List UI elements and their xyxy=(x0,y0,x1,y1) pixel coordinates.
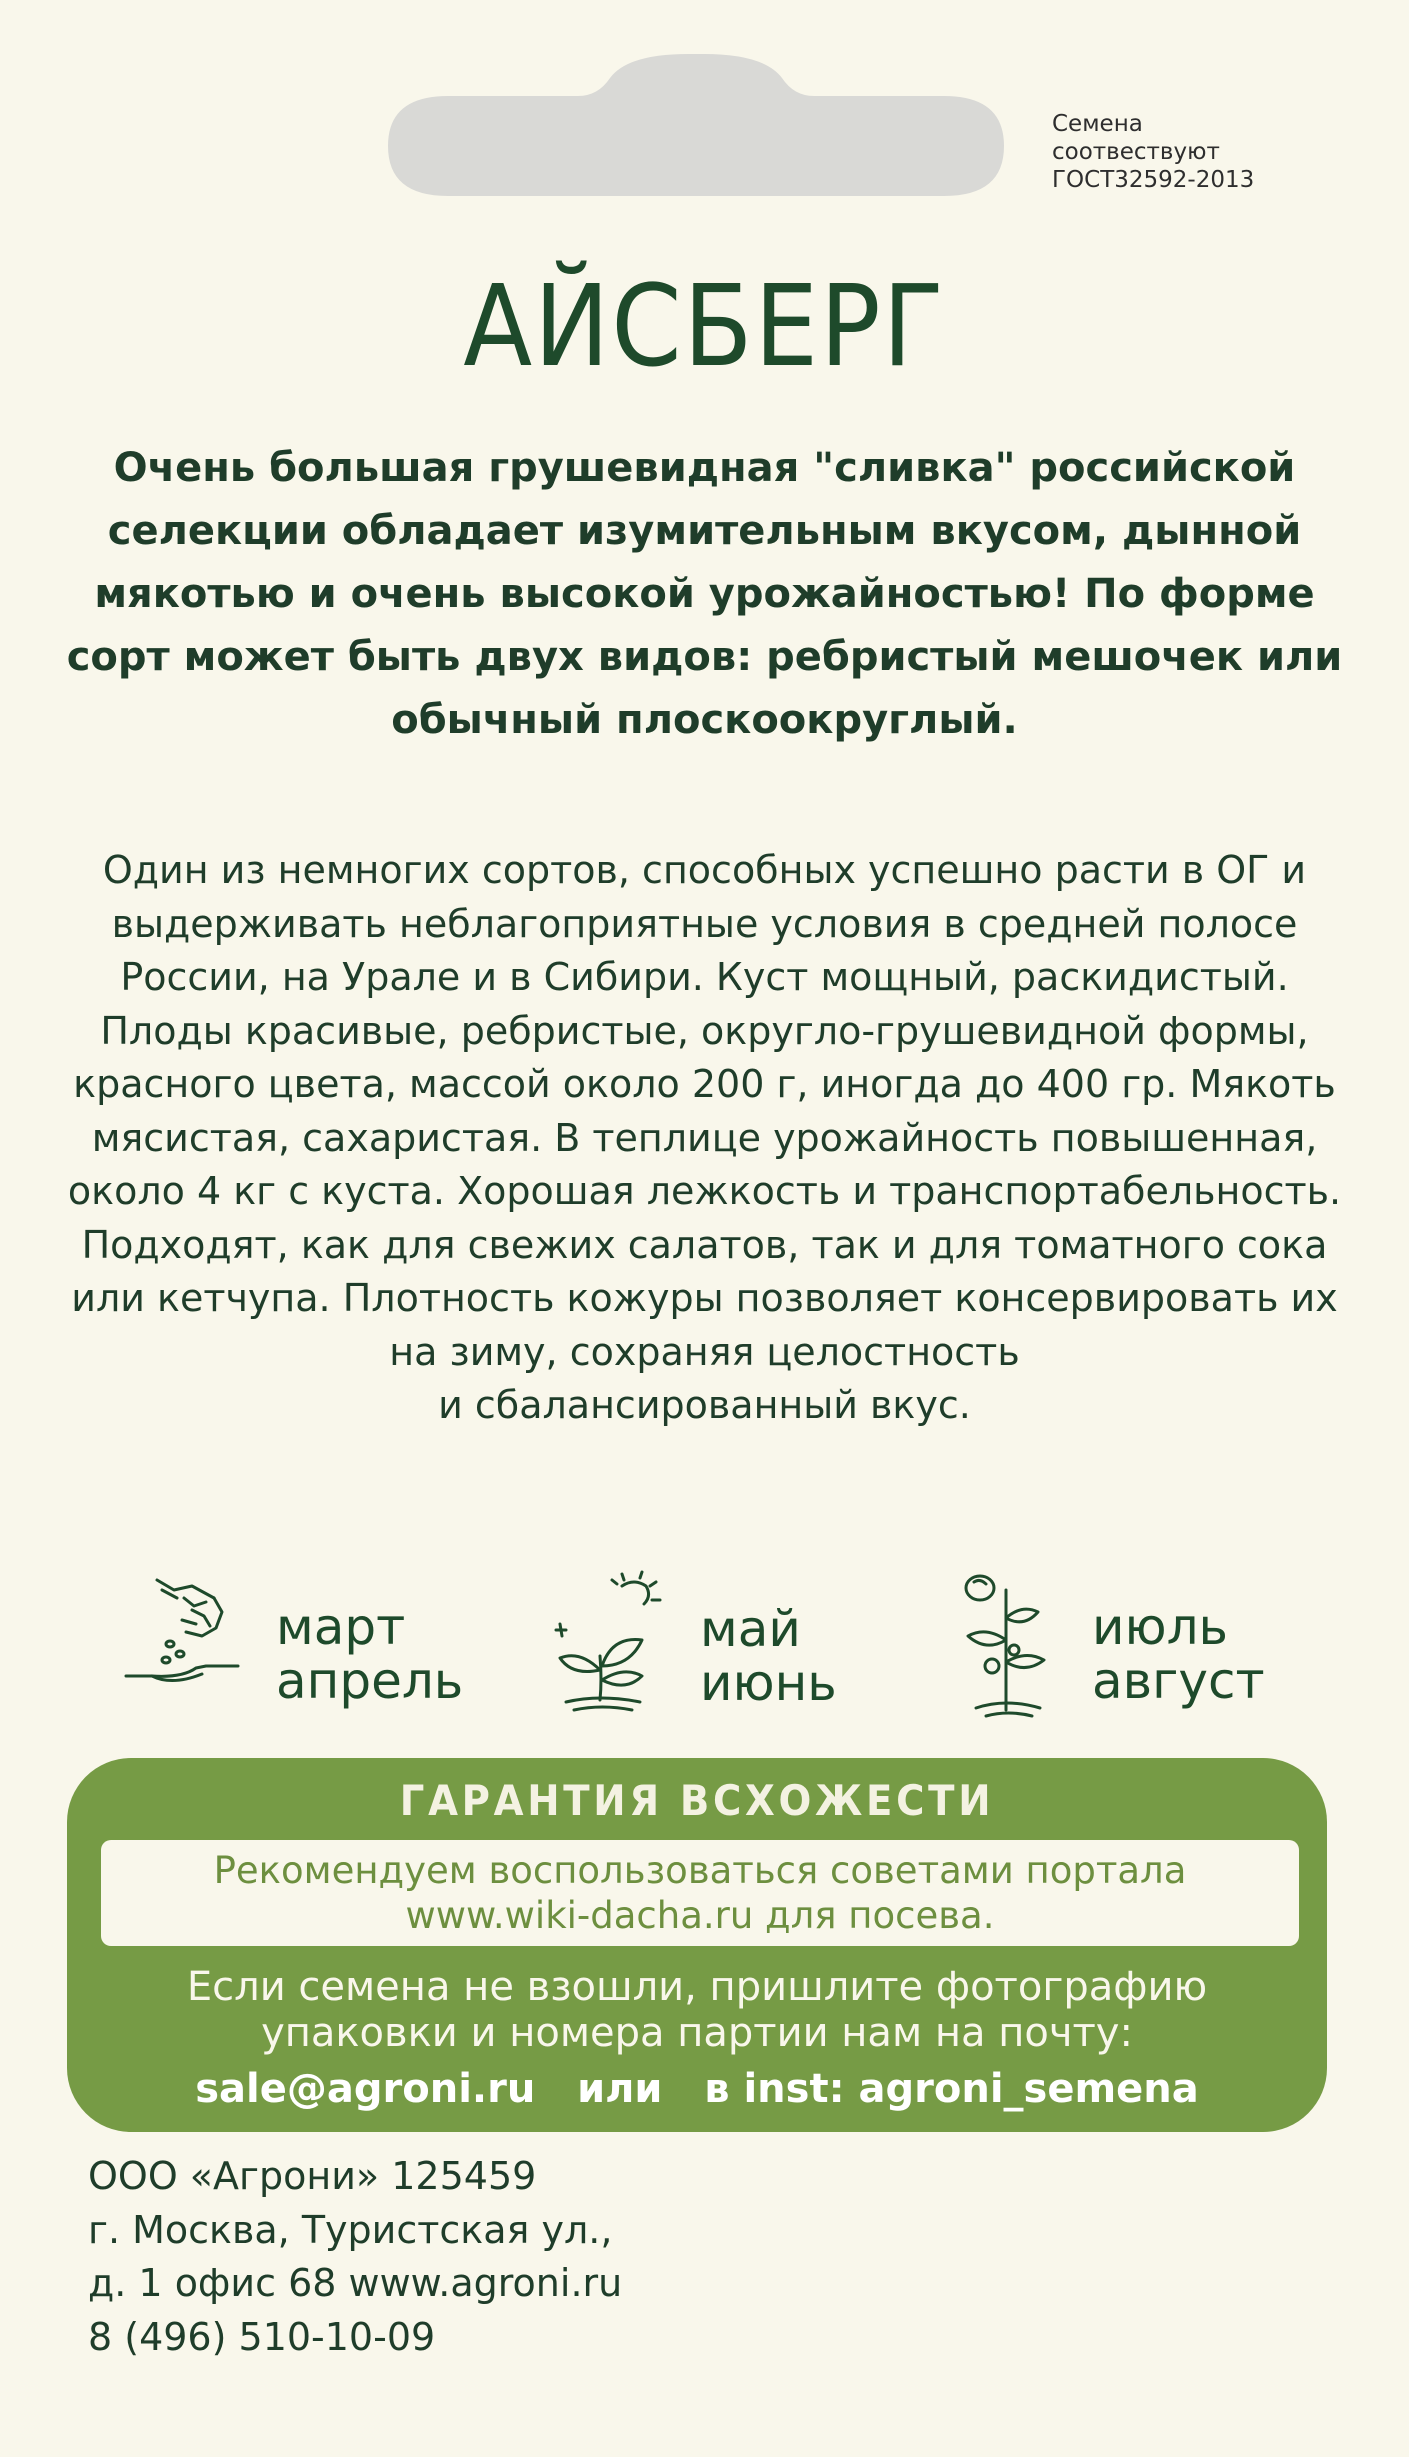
season-sowing-label: март апрель xyxy=(276,1598,464,1710)
season-sowing xyxy=(122,1570,482,1720)
guarantee-title: ГАРАНТИЯ ВСХОЖЕСТИ xyxy=(399,1776,995,1825)
season-harvest xyxy=(956,1570,1296,1720)
company-line: 8 (496) 510-10-09 xyxy=(88,2314,436,2359)
season-harvest-label: июль август xyxy=(1092,1598,1265,1710)
recommendation-text: Рекомендуем воспользоваться советами портала www.wiki-dacha.ru для посева. xyxy=(213,1849,1187,1937)
guarantee-contacts xyxy=(67,2066,1327,2112)
company-line: г. Москва, Туристская ул., xyxy=(88,2207,613,2252)
company-info xyxy=(88,2150,788,2364)
recommendation-box xyxy=(101,1840,1299,1946)
hang-hole xyxy=(388,54,1004,196)
contact-instagram[interactable]: в inst: agroni_semena xyxy=(704,2066,1199,2112)
product-title: АЙСБЕРГ xyxy=(463,262,946,392)
product-lead: Очень большая грушевидная "сливка" российской селекции обладает изумительным вкусом, дынной мякотью и очень высокой урожайностью! По форме сорт может быть двух видов: ребристый мешочек или обычный плоскоокруглый. xyxy=(66,445,1343,743)
company-line: ООО «Агрони» 125459 xyxy=(88,2154,537,2198)
sowing-hand-icon xyxy=(122,1570,247,1700)
product-description: Один из немногих сортов, способных успешно расти в ОГ и выдерживать неблагоприятные условия в средней полосе России, на Урале и в Сибири. Куст мощный, раскидистый. Плоды красивые, ребристые, округло-грушевидной формы, красного цвета, массой около 200 г, иногда до 400 гр. Мякоть мясистая, сахаристая. В теплице урожайность повышенная, около 4 кг с куста. Хорошая лежкость и транспортабельность. Подходят, как для свежих салатов, так и для томатного сока или кетчупа. Плотность кожуры позволяет консервировать их на зиму, сохраняя целостность и сбалансированный вкус. xyxy=(67,848,1342,1427)
sprout-sun-icon xyxy=(552,1570,672,1720)
guarantee-banner xyxy=(67,1758,1327,2132)
gost-notice: Семена соотвествуют ГОСТ32592-2013 xyxy=(1052,111,1255,193)
season-seedlings xyxy=(552,1570,882,1720)
guarantee-note: Если семена не взошли, пришлите фотографию упаковки и номера партии нам на почту: xyxy=(186,1964,1208,2056)
contact-or: или xyxy=(577,2066,663,2112)
season-seedlings-label: май июнь xyxy=(700,1600,837,1712)
company-line: д. 1 офис 68 www.agroni.ru xyxy=(88,2261,623,2305)
plant-fruit-icon xyxy=(956,1570,1056,1720)
contact-email[interactable]: sale@agroni.ru xyxy=(195,2066,536,2112)
